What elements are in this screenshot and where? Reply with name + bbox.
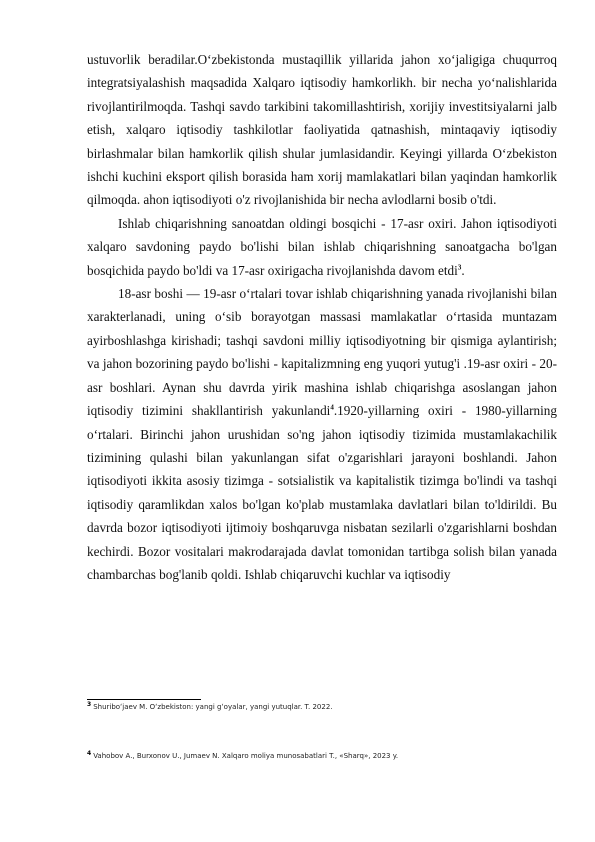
body-text	[87, 48, 557, 586]
footnote-separator	[87, 699, 201, 700]
footnote-ref-4[interactable]: 4	[330, 403, 334, 412]
footnote-4	[87, 749, 557, 760]
paragraph-3-text: 18-asr boshi — 19-asr oʻrtalari tovar ishlab chiqarishning yanada rivojlanishi bilan xarakterlanadi, uning oʻsib borayotgan massasi mamlakatlar oʻrtasida muntazam ayirboshlashga kirishadi; tashqi savdoni milliy iqtisodiyotning bir qismiga aylantirish; va jahon bozorining paydo bo'lishi - kapitalizmning eng yuqori yutug'i .19-asr oxiri - 20-asr boshlari. Aynan shu davrda yirik mashina ishlab chiqarishga asoslangan jahon iqtisodiy tizimini shakllantirish yakunlandi	[87, 286, 557, 419]
paragraph-3-tail: .1920-yillarning oxiri - 1980-yillarning oʻrtalari. Birinchi jahon urushidan so'ng jahon iqtisodiy tizimida mustamlakachilik tizimining qulashi bilan yakunlangan sifat o'zgarishlari jarayoni boshlandi. Jahon iqtisodiyoti ikkita asosiy tizimga - sotsialistik va kapitalistik tizimga bo'lindi va tashqi iqtisodiy qaramlikdan xalos bo'lgan ko'plab mustamlaka davlatlari bilan to'ldirildi. Bu davrda bozor iqtisodiyoti ijtimoiy boshqaruvga nisbatan sezilarli o'zgarishlarni boshdan kechirdi. Bozor vositalari makrodarajada davlat tomonidan tartibga solish bilan yanada chambarchas bog'lanib qoldi. Ishlab chiqaruvchi kuchlar va iqtisodiy	[87, 403, 557, 582]
paragraph-1	[87, 48, 557, 212]
paragraph-3	[87, 282, 557, 586]
footnote-text: Shuriboʻjaev M. Oʻzbekiston: yangi gʻoyalar, yangi yutuqlar. T. 2022.	[93, 703, 333, 711]
footnote-ref-3[interactable]: 3	[457, 263, 462, 272]
footnote-mark: 4	[87, 749, 92, 757]
footnote-3	[87, 700, 557, 711]
footnote-mark: 3	[87, 700, 92, 708]
paragraph-2	[87, 212, 557, 282]
paragraph-2-tail: .	[461, 262, 465, 278]
paragraph-2-text: Ishlab chiqarishning sanoatdan oldingi bosqichi - 17-asr oxiri. Jahon iqtisodiyoti xalqaro savdoning paydo bo'lishi bilan ishlab chiqarishning sanoatgacha bo'lgan bosqichida paydo bo'ldi va 17-asr oxirigacha rivojlanishda davom etdi	[87, 215, 557, 278]
footnote-text: Vahobov A., Burxonov U., Jumaev N. Xalqaro moliya munosabatlari T., «Sharq», 2023 y.	[93, 752, 399, 760]
paragraph-1-text: ustuvorlik beradilar.Oʻzbekistonda mustaqillik yillarida jahon xoʻjaligiga chuqurroq integratsiyalashish maqsadida Xalqaro iqtisodiy hamkorlikh. bir necha yoʻnalishlarida rivojlantirilmoqda. Tashqi savdo tarkibini takomillashtirish, xorijiy investitsiyalarni jalb etish, xalqaro iqtisodiy tashkilotlar faoliyatida qatnashish, mintaqaviy iqtisodiy birlashmalar bilan hamkorlik qilish shular jumlasidandir. Keyingi yillarda Oʻzbekiston ishchi kuchini eksport qilish borasida ham xorij mamlakatlari bilan yaqindan hamkorlik qilmoqda. ahon iqtisodiyoti o'z rivojlanishida bir necha avlodlarni bosib o'tdi.	[87, 52, 557, 208]
